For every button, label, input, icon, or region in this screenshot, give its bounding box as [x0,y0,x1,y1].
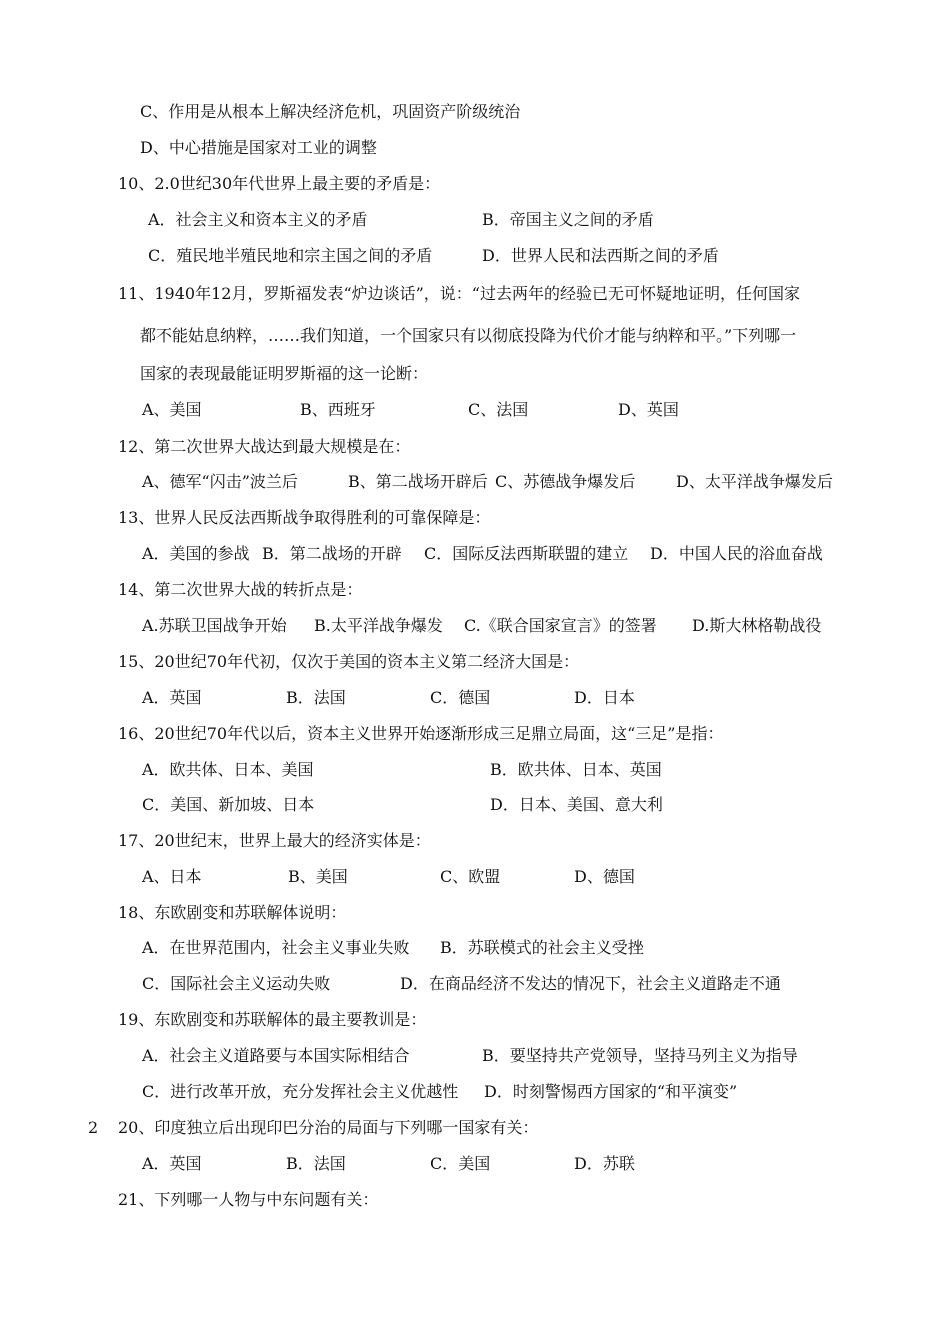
q13-option-a: A．美国的参战 [142,544,250,563]
q11-option-d: D、英国 [618,400,679,419]
q14-option-d: D.斯大林格勒战役 [692,616,822,635]
q16-option-b: B．欧共体、日本、英国 [490,760,662,779]
q19-stem: 19、东欧剧变和苏联解体的最主要教训是： [118,1010,427,1029]
q15-stem: 15、20世纪70年代初，仅次于美国的资本主义第二经济大国是： [118,652,580,671]
q11-stem-line1: 11、1940年12月，罗斯福发表“炉边谈话”，说：“过去两年的经验已无可怀疑地证明，任何国家 [118,284,800,303]
q18-option-a: A．在世界范围内，社会主义事业失败 [142,938,410,957]
q11-stem-line3: 国家的表现最能证明罗斯福的这一论断： [140,364,429,383]
q12-stem: 12、第二次世界大战达到最大规模是在： [118,437,411,456]
q13-option-c: C．国际反法西斯联盟的建立 [424,544,629,563]
q20-option-a: A．英国 [142,1154,202,1173]
q17-option-a: A、日本 [142,867,202,886]
q12-option-c: C、苏德战争爆发后 [495,472,636,491]
q14-stem: 14、第二次世界大战的转折点是： [118,580,363,599]
q10-option-c: C．殖民地半殖民地和宗主国之间的矛盾 [148,246,433,265]
q12-option-b: B、第二战场开辟后 [348,472,488,491]
q16-stem: 16、20世纪70年代以后，资本主义世界开始逐渐形成三足鼎立局面，这“三足”是指： [118,724,724,743]
q14-option-c: C.《联合国家宣言》的签署 [464,616,657,635]
q17-option-d: D、德国 [574,867,635,886]
q19-option-b: B．要坚持共产党领导，坚持马列主义为指导 [482,1046,798,1065]
q18-option-c: C．国际社会主义运动失败 [142,974,331,993]
q21-stem: 21、下列哪一人物与中东问题有关： [118,1190,379,1209]
q11-option-c: C、法国 [468,400,529,419]
q15-option-b: B．法国 [286,688,346,707]
q16-option-a: A．欧共体、日本、美国 [142,760,314,779]
q11-option-b: B、西班牙 [300,400,376,419]
q10-option-b: B．帝国主义之间的矛盾 [482,210,654,229]
q20-option-c: C．美国 [430,1154,491,1173]
q12-option-a: A、德军“闪击”波兰后 [142,472,298,491]
q17-option-b: B、美国 [288,867,348,886]
q19-option-d: D．时刻警惕西方国家的“和平演变” [484,1082,738,1101]
q11-option-a: A、美国 [142,400,202,419]
q20-option-d: D．苏联 [574,1154,635,1173]
q13-stem: 13、世界人民反法西斯战争取得胜利的可靠保障是： [118,508,491,527]
q18-option-d: D．在商品经济不发达的情况下，社会主义道路走不通 [400,974,781,993]
q14-option-a: A.苏联卫国战争开始 [142,616,287,635]
q17-option-c: C、欧盟 [440,867,501,886]
q9-option-c: C、作用是从根本上解决经济危机，巩固资产阶级统治 [140,102,521,121]
q13-option-b: B．第二战场的开辟 [262,544,402,563]
q10-option-a: A．社会主义和资本主义的矛盾 [148,210,368,229]
q19-option-c: C．进行改革开放，充分发挥社会主义优越性 [142,1082,459,1101]
q12-option-d: D、太平洋战争爆发后 [676,472,833,491]
q18-stem: 18、东欧剧变和苏联解体说明： [118,903,347,922]
q16-option-c: C．美国、新加坡、日本 [142,795,315,814]
q20-option-b: B．法国 [286,1154,346,1173]
q20-stem: 20、印度独立后出现印巴分治的局面与下列哪一国家有关： [118,1118,539,1137]
q15-option-d: D．日本 [574,688,635,707]
page-marker: 2 [88,1118,99,1137]
q9-option-d: D、中心措施是国家对工业的调整 [140,138,377,157]
q11-stem-line2: 都不能姑息纳粹，……我们知道，一个国家只有以彻底投降为代价才能与纳粹和平。”下列哪一 [140,326,797,345]
q18-option-b: B．苏联模式的社会主义受挫 [440,938,644,957]
q19-option-a: A．社会主义道路要与本国实际相结合 [142,1046,410,1065]
q16-option-d: D．日本、美国、意大利 [490,795,663,814]
q10-option-d: D．世界人民和法西斯之间的矛盾 [482,246,719,265]
q10-stem: 10、2.0世纪30年代世界上最主要的矛盾是： [118,174,441,193]
q15-option-c: C．德国 [430,688,491,707]
q17-stem: 17、20世纪末，世界上最大的经济实体是： [118,831,431,850]
q13-option-d: D．中国人民的浴血奋战 [650,544,823,563]
q14-option-b: B.太平洋战争爆发 [314,616,443,635]
q15-option-a: A．英国 [142,688,202,707]
